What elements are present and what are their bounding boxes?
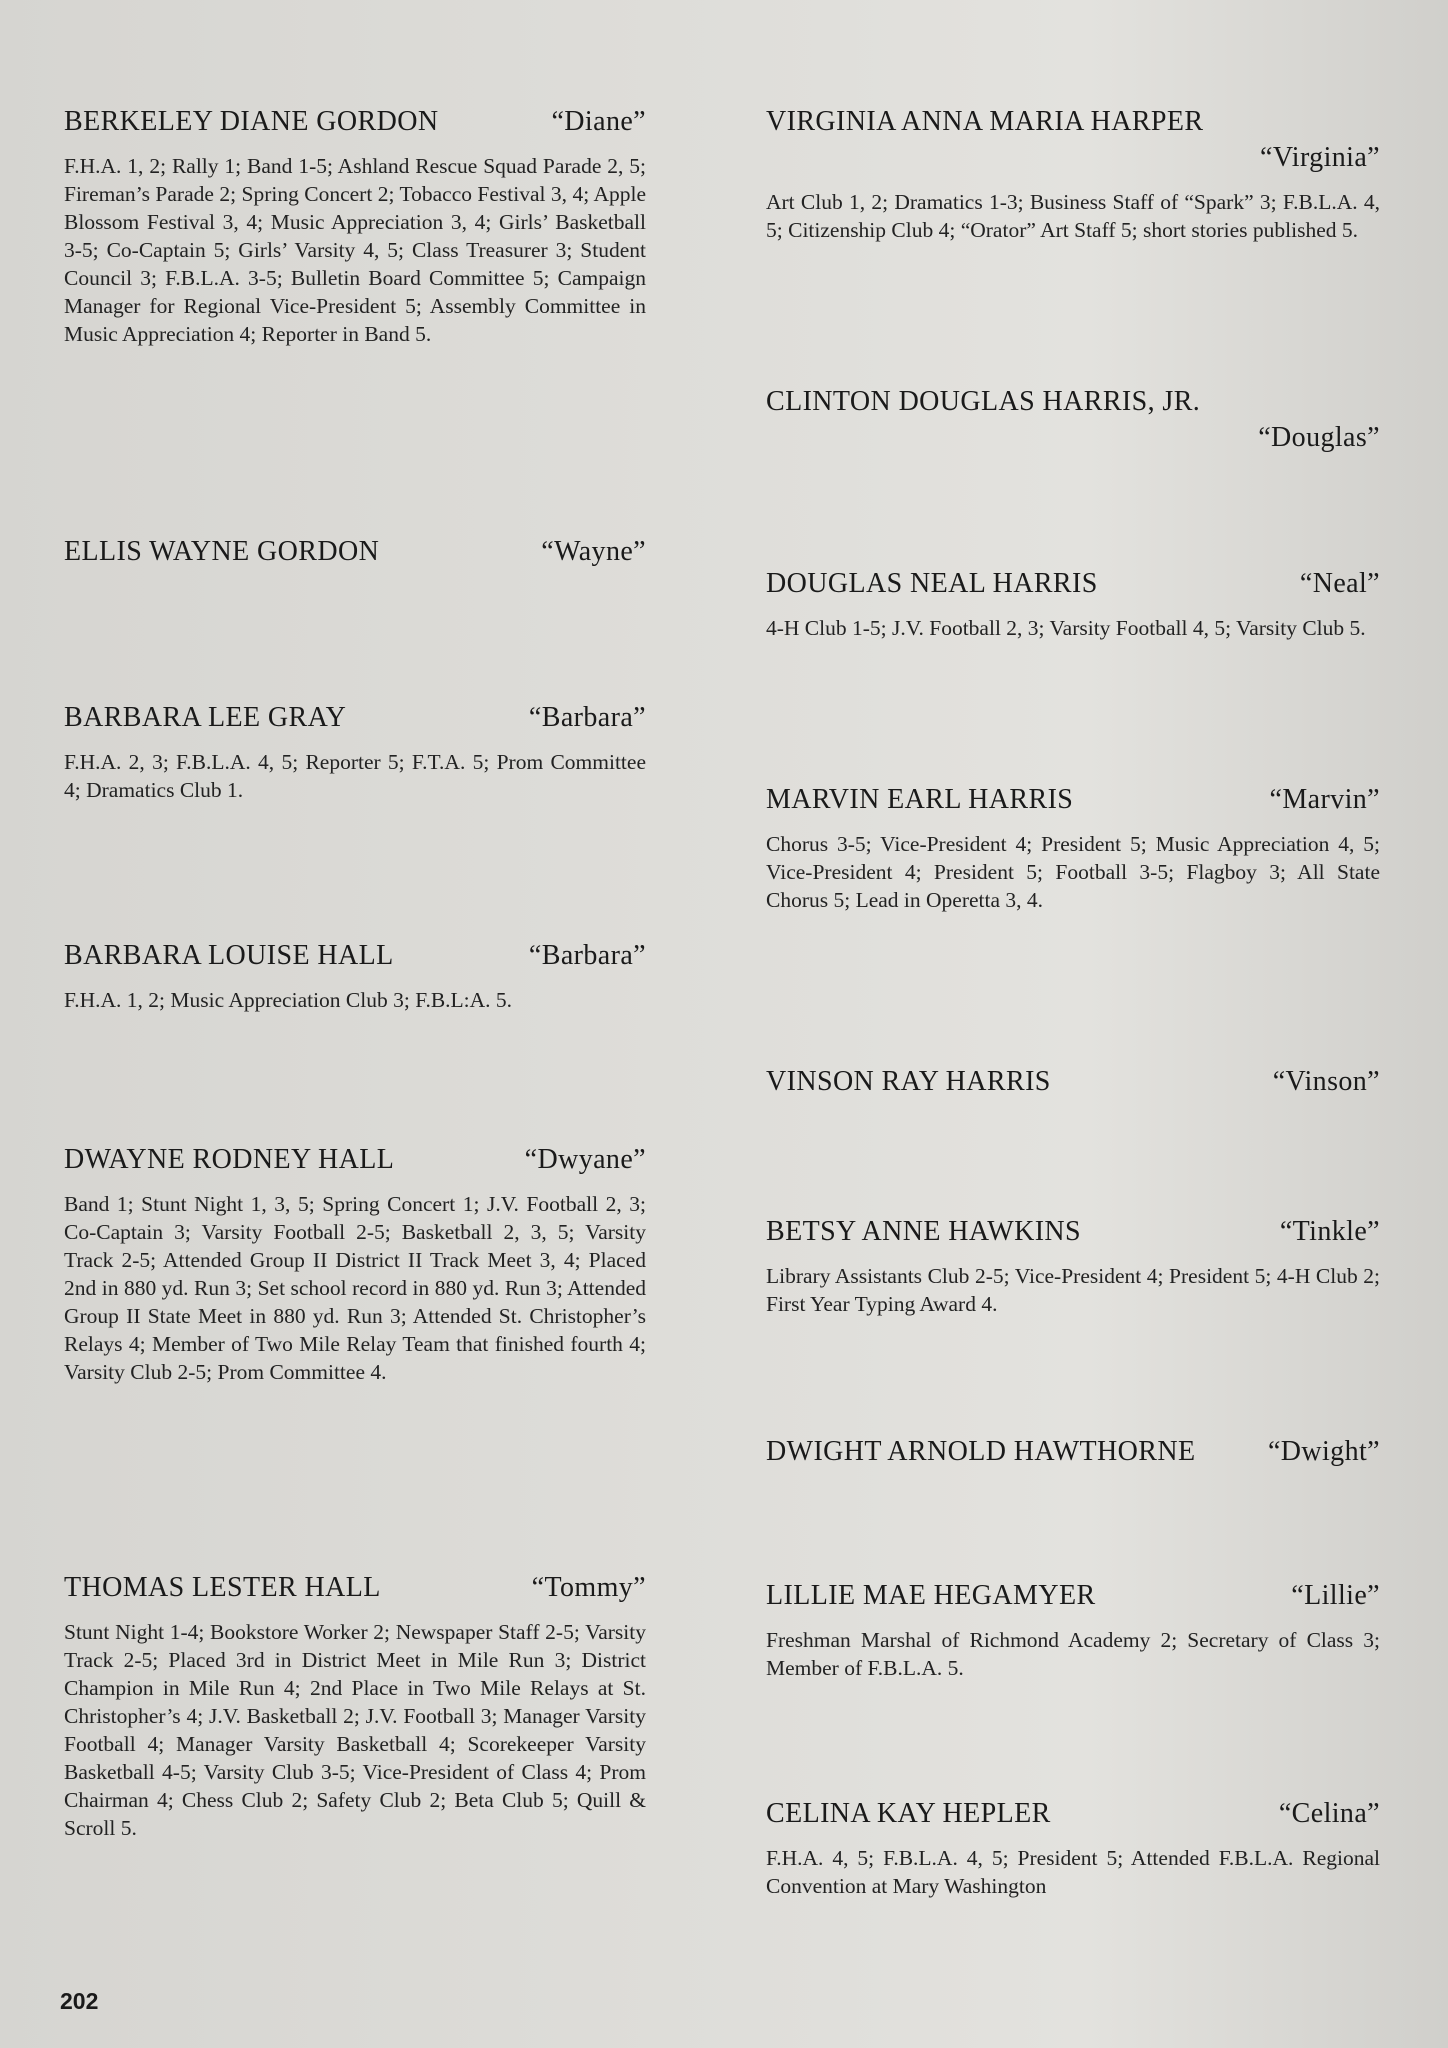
entry-header (64, 938, 646, 974)
senior-entry (766, 1214, 1380, 1318)
student-nickname: “Marvin” (1269, 784, 1380, 815)
student-activities: 4-H Club 1-5; J.V. Football 2, 3; Varsity Football 4, 5; Varsity Club 5. (766, 616, 1366, 640)
student-name: CLINTON DOUGLAS HARRIS, JR. (766, 386, 1201, 417)
student-activities: Art Club 1, 2; Dramatics 1-3; Business Staff of “Spark” 3; F.B.L.A. 4, 5; Citizenship Club 4; “Orator” Art Staff 5; short stories published 5. (766, 190, 1380, 242)
student-activities: Band 1; Stunt Night 1, 3, 5; Spring Concert 1; J.V. Football 2, 3; Co-Captain 3; Varsity Football 2-5; Basketball 2, 3, 5; Varsity Track 2-5; Attended Group II District II Track Meet 3, 4; Placed 2nd in 880 yd. Run 3; Set school record in 880 yd. Run 3; Attended Group II State Meet in 880 yd. Run 3; Attended St. Christopher’s Relays 4; Member of Two Mile Relay Team that finished fourth 4; Varsity Club 2-5; Prom Committee 4. (64, 1192, 646, 1384)
senior-entry (64, 700, 646, 804)
student-name: ELLIS WAYNE GORDON (64, 536, 380, 567)
entry-header (766, 384, 1380, 456)
student-activities: F.H.A. 2, 3; F.B.L.A. 4, 5; Reporter 5; F.T.A. 5; Prom Committee 4; Dramatics Club 1. (64, 750, 646, 802)
student-activities: Library Assistants Club 2-5; Vice-President 4; President 5; 4-H Club 2; First Year Typing Award 4. (766, 1264, 1380, 1316)
student-name: BARBARA LOUISE HALL (64, 940, 394, 971)
senior-entry (766, 1434, 1380, 1470)
student-name: VINSON RAY HARRIS (766, 1066, 1051, 1097)
student-name: DWAYNE RODNEY HALL (64, 1144, 395, 1175)
student-nickname: “Tinkle” (1279, 1216, 1380, 1247)
student-nickname: “Diane” (551, 106, 646, 137)
senior-entry (766, 782, 1380, 914)
student-activities: F.H.A. 1, 2; Music Appreciation Club 3; F.B.L:A. 5. (64, 988, 513, 1012)
student-activities: Freshman Marshal of Richmond Academy 2; Secretary of Class 3; Member of F.B.L.A. 5. (766, 1628, 1380, 1680)
senior-entry (64, 104, 646, 348)
entry-header (766, 104, 1380, 176)
senior-entry (64, 938, 646, 1014)
student-name: CELINA KAY HEPLER (766, 1798, 1051, 1829)
entry-header (766, 566, 1380, 602)
entry-header (64, 104, 646, 140)
senior-entry (64, 534, 646, 570)
student-nickname: “Dwyane” (524, 1144, 646, 1175)
student-nickname: “Vinson” (1272, 1066, 1380, 1097)
student-name: BERKELEY DIANE GORDON (64, 106, 439, 137)
student-nickname: “Barbara” (528, 940, 646, 971)
entry-header (766, 1796, 1380, 1832)
senior-entry (766, 1064, 1380, 1100)
student-activities: F.H.A. 1, 2; Rally 1; Band 1-5; Ashland Rescue Squad Parade 2, 5; Fireman’s Parade 2; Spring Concert 2; Tobacco Festival 3, 4; Apple Blossom Festival 3, 4; Music Appreciation 3, 4; Girls’ Basketball 3-5; Co-Captain 5; Girls’ Varsity 4, 5; Class Treasurer 3; Student Council 3; F.B.L.A. 3-5; Bulletin Board Committee 5; Campaign Manager for Regional Vice-President 5; Assembly Committee in Music Appreciation 4; Reporter in Band 5. (64, 154, 646, 346)
entry-header (766, 1434, 1380, 1470)
entry-header (766, 1064, 1380, 1100)
senior-entry (766, 566, 1380, 642)
entry-header (64, 534, 646, 570)
student-name: BETSY ANNE HAWKINS (766, 1216, 1082, 1247)
entry-header (766, 1578, 1380, 1614)
student-nickname: “Neal” (1299, 568, 1380, 599)
student-activities: Stunt Night 1-4; Bookstore Worker 2; Newspaper Staff 2-5; Varsity Track 2-5; Placed 3rd in District Meet in Mile Run 3; District Champion in Mile Run 4; 2nd Place in Two Mile Relays at St. Christopher’s 4; J.V. Basketball 2; J.V. Football 3; Manager Varsity Football 4; Manager Varsity Basketball 4; Scorekeeper Varsity Basketball 4-5; Varsity Club 3-5; Vice-President of Class 4; Prom Chairman 4; Chess Club 2; Safety Club 2; Beta Club 5; Quill & Scroll 5. (64, 1620, 646, 1840)
student-name: THOMAS LESTER HALL (64, 1572, 381, 1603)
senior-entry (766, 104, 1380, 244)
senior-entry (766, 1578, 1380, 1682)
student-nickname: “Celina” (1278, 1798, 1380, 1829)
student-name: MARVIN EARL HARRIS (766, 784, 1074, 815)
senior-entry (64, 1570, 646, 1842)
student-nickname: “Tommy” (531, 1572, 646, 1603)
student-activities: Chorus 3-5; Vice-President 4; President 5; Music Appreciation 4, 5; Vice-President 4; President 5; Football 3-5; Flagboy 3; All State Chorus 5; Lead in Operetta 3, 4. (766, 832, 1380, 912)
senior-entry (766, 1796, 1380, 1900)
student-activities: F.H.A. 4, 5; F.B.L.A. 4, 5; President 5; Attended F.B.L.A. Regional Convention at Mary Washington (766, 1846, 1380, 1898)
student-nickname: “Wayne” (541, 536, 646, 567)
entry-header (64, 1570, 646, 1606)
student-nickname: “Barbara” (528, 702, 646, 733)
student-name: DWIGHT ARNOLD HAWTHORNE (766, 1436, 1196, 1467)
student-nickname: “Virginia” (1260, 142, 1380, 173)
student-name: DOUGLAS NEAL HARRIS (766, 568, 1098, 599)
page-number: 202 (60, 1988, 99, 2014)
entry-header (64, 1142, 646, 1178)
student-name: VIRGINIA ANNA MARIA HARPER (766, 106, 1204, 137)
student-nickname: “Douglas” (1258, 422, 1380, 453)
senior-entry (766, 384, 1380, 456)
senior-entry (64, 1142, 646, 1386)
entry-header (64, 700, 646, 736)
student-name: BARBARA LEE GRAY (64, 702, 347, 733)
student-nickname: “Lillie” (1291, 1580, 1380, 1611)
student-nickname: “Dwight” (1267, 1436, 1380, 1467)
entry-header (766, 1214, 1380, 1250)
entry-header (766, 782, 1380, 818)
student-name: LILLIE MAE HEGAMYER (766, 1580, 1096, 1611)
